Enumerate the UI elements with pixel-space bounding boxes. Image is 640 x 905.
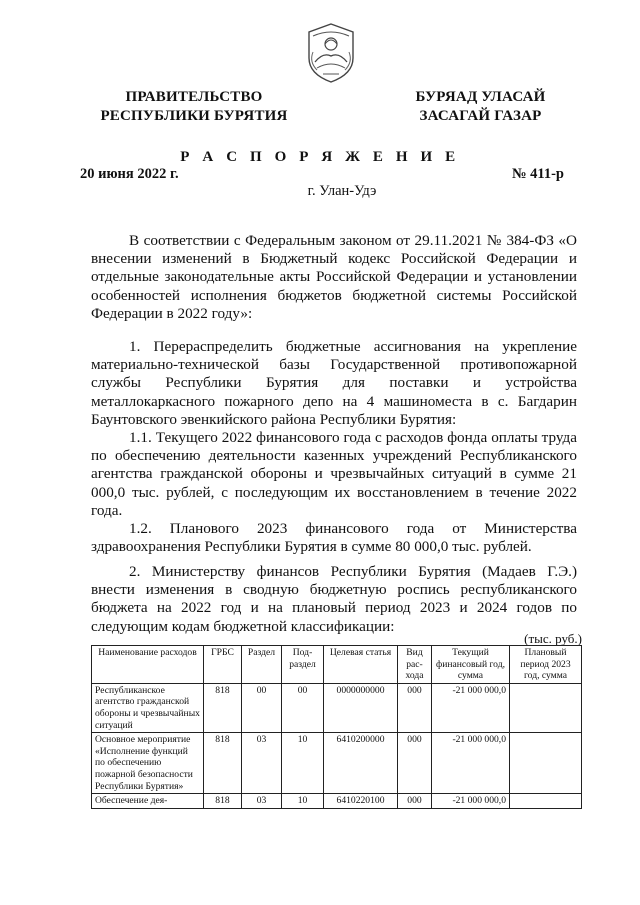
cell-name: Основное мероприятие «Исполнение функций по обеспечению пожарной безопасности Республики Бурятия» [92,733,204,794]
header-subsection: Под-раздел [282,646,324,684]
coat-of-arms-icon [303,22,359,84]
cell-target-item: 0000000000 [324,683,398,732]
cell-subsection: 00 [282,683,324,732]
cell-current-year: -21 000 000,0 [432,733,510,794]
header-left-line1: ПРАВИТЕЛЬСТВО [125,89,263,105]
document-date: 20 июня 2022 г. [80,166,179,182]
budget-table [91,645,582,809]
government-name-russian [94,88,294,126]
document-type: Р А С П О Р Я Ж Е Н И Е [180,149,460,165]
cell-current-year: -21 000 000,0 [432,683,510,732]
cell-current-year: -21 000 000,0 [432,794,510,809]
header-plan-2023: Плановый период 2023 год, сумма [510,646,582,684]
item1-block [91,338,577,556]
preamble: В соответствии с Федеральным законом от 29.11.2021 № 384-ФЗ «О внесении изменений в Бюджетный кодекс Российской Федерации и отдельные законодательные акты Российской Федерации и установлении особенностей исполнения бюджетов бюджетной системы Российской Федерации в 2022 году»: [91,232,577,322]
cell-expense-type: 000 [398,683,432,732]
cell-subsection: 10 [282,733,324,794]
cell-grbs: 818 [204,794,242,809]
header-right-line1: БУРЯАД УЛАСАЙ [415,89,546,105]
document-city: г. Улан-Удэ [307,183,377,199]
item-2: 2. Министерству финансов Республики Бурятия (Мадаев Г.Э.) внести изменения в сводную бюджетную роспись республиканского бюджета на 2022 год и на плановый период 2023 и 2024 годов по следующим кодам бюджетной классификации: [91,563,577,635]
cell-expense-type: 000 [398,794,432,809]
header-right-line2: ЗАСАГАЙ ГАЗАР [419,108,542,124]
government-name-buryat [398,88,563,126]
table-row [92,794,582,809]
cell-name: Республиканское агентство гражданской обороны и чрезвычайных ситуаций [92,683,204,732]
header-current-year: Текущий финансовый год, сумма [432,646,510,684]
table-row [92,733,582,794]
item-1: 1. Перераспределить бюджетные ассигнования на укрепление материально-технической базы Государственной противопожарной службы Республики Бурятия для поставки и устройства металлокаркасного пожарного депо на 4 машиноместа в с. Багдарин Баунтовского эвенкийского района Республики Бурятия: [91,338,577,428]
header-target-item: Целевая статья [324,646,398,684]
cell-plan-2023 [510,733,582,794]
cell-expense-type: 000 [398,733,432,794]
cell-grbs: 818 [204,733,242,794]
header-left-line2: РЕСПУБЛИКИ БУРЯТИЯ [100,108,288,124]
item2-block [91,563,577,636]
cell-grbs: 818 [204,683,242,732]
preamble-block [91,232,577,323]
cell-plan-2023 [510,794,582,809]
cell-section: 03 [242,794,282,809]
cell-target-item: 6410220100 [324,794,398,809]
header-section: Раздел [242,646,282,684]
header-expense-type: Вид рас-хода [398,646,432,684]
cell-plan-2023 [510,683,582,732]
cell-section: 00 [242,683,282,732]
item-1-2: 1.2. Планового 2023 финансового года от Министерства здравоохранения Республики Бурятия в сумме 80 000,0 тыс. рублей. [91,520,577,556]
document-number: № 411-р [511,166,564,182]
table-unit: (тыс. руб.) [524,631,582,646]
header-grbs: ГРБС [204,646,242,684]
cell-section: 03 [242,733,282,794]
header-name: Наименование расходов [92,646,204,684]
cell-subsection: 10 [282,794,324,809]
cell-target-item: 6410200000 [324,733,398,794]
item-1-1: 1.1. Текущего 2022 финансового года с расходов фонда оплаты труда по обеспечению деятельности казенных учреждений Республиканского агентства гражданской обороны и чрезвычайных ситуаций в сумме 21 000,0 тыс. рублей, с последующим их восстановлением в течение 2022 года. [91,429,577,519]
table-header-row [92,646,582,684]
cell-name: Обеспечение дея- [92,794,204,809]
table-row [92,683,582,732]
